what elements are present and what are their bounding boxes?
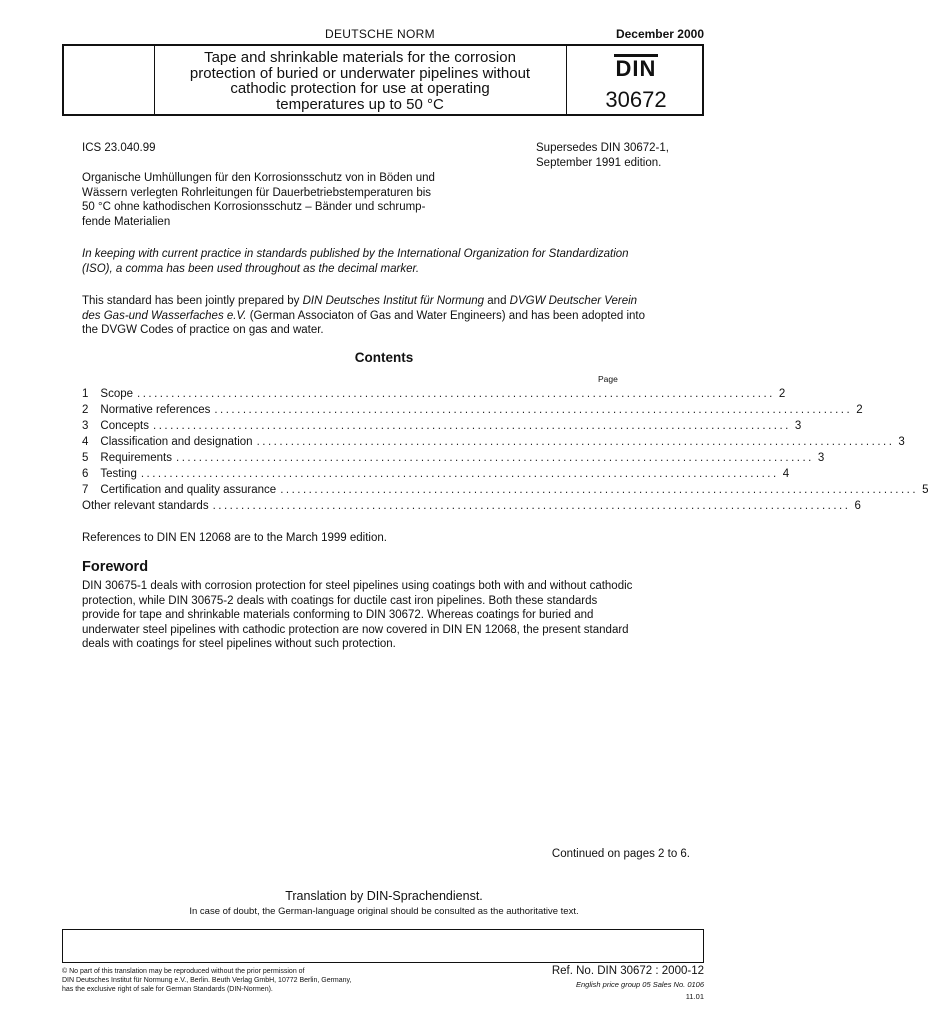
preparation-line: the DVGW Codes of practice on gas and water. <box>82 324 324 336</box>
toc-item-title: Scope <box>100 388 134 400</box>
title-line: cathodic protection for use at operating <box>230 80 490 97</box>
publication-date: December 2000 <box>615 27 704 41</box>
toc-item[interactable] <box>82 388 786 404</box>
toc-item-number: 2 <box>82 404 89 416</box>
german-title-line: Wässern verlegten Rohrleitungen für Dauerbetriebstemperaturen bis <box>82 186 432 199</box>
toc-item-number: 4 <box>82 436 89 448</box>
title-box-divider-right <box>566 46 567 114</box>
toc-leader-dots: ................................................................................................................ <box>280 484 919 496</box>
foreword-line: provide for tape and shrinkable materials conforming to DIN 30672. Whereas coatings for buried and <box>82 609 594 621</box>
toc-item-title: Normative references <box>100 404 211 416</box>
preparation-line <box>82 294 692 309</box>
toc-item[interactable] <box>82 468 790 484</box>
foreword-line: underwater steel pipelines with cathodic protection are now covered in DIN EN 12068, the present standard <box>82 623 629 636</box>
toc-item-page: 6 <box>854 500 861 512</box>
german-title-line: 50 °C ohne kathodischen Korrosionsschutz – Bänder und schrump- <box>82 201 426 213</box>
ics-code: ICS 23.040.99 <box>82 142 156 154</box>
toc-item-page: 3 <box>898 436 905 448</box>
toc-item-number: 1 <box>82 388 89 400</box>
copyright-line: has the exclusive right of sale for German Standards (DIN-Normen). <box>62 986 273 993</box>
toc-item[interactable] <box>82 420 802 436</box>
toc-item-page: 2 <box>778 388 786 400</box>
toc-item-title: Other relevant standards <box>82 500 209 512</box>
toc-item-page: 3 <box>817 452 825 464</box>
toc-item[interactable] <box>82 452 825 468</box>
toc-leader-dots: ................................................................................................................ <box>176 452 814 464</box>
authoritative-text-note: In case of doubt, the German-language original should be consulted as the authoritative text. <box>189 906 579 917</box>
supersedes-note <box>536 141 686 170</box>
toc-leader-dots: ................................................................................................................ <box>140 468 779 480</box>
din-logo-word: DIN <box>615 56 657 81</box>
toc-item-title: Classification and designation <box>100 436 253 448</box>
foreword-line: deals with coatings for steel pipelines without such protection. <box>82 638 396 650</box>
foreword-body <box>82 579 688 652</box>
toc-leader-dots: ................................................................................................................ <box>137 388 775 400</box>
decimal-marker-note <box>82 247 692 276</box>
copyright-notice <box>62 967 482 994</box>
foreword-line: DIN 30675-1 deals with corrosion protection for steel pipelines using coatings both with and without cathodic <box>82 580 633 592</box>
footer-box <box>62 929 704 963</box>
toc-item-title: Requirements <box>100 452 172 464</box>
title-line: protection of buried or underwater pipelines without <box>189 64 531 82</box>
toc-leader-dots: ................................................................................................................ <box>256 436 895 448</box>
toc-item[interactable] <box>82 436 905 452</box>
copyright-line: DIN Deutsches Institut für Normung e.V., Berlin. Beuth Verlag GmbH, 10772 Berlin, Germany, <box>62 977 352 984</box>
german-title <box>82 171 482 229</box>
dvgw-name-cont: des Gas-und Wasserfaches e.V. <box>82 309 247 322</box>
toc-item[interactable] <box>82 404 863 420</box>
foreword-line: protection, while DIN 30675-2 deals with coatings for ductile cast iron pipelines. Both these standards <box>82 594 598 607</box>
standard-number: 30672 <box>605 87 667 112</box>
preparation-text: and <box>484 295 510 307</box>
toc-leader-dots: ................................................................................................................ <box>214 404 853 416</box>
toc-item-title: Concepts <box>100 420 149 432</box>
table-of-contents <box>82 388 928 516</box>
toc-item-number: 7 <box>82 484 89 496</box>
foreword-heading: Foreword <box>82 559 149 575</box>
price-group: English price group 05 Sales No. 0106 <box>576 980 704 989</box>
note-line: (ISO), a comma has been used throughout as the decimal marker. <box>82 262 420 275</box>
reference-number: Ref. No. DIN 30672 : 2000-12 <box>551 965 704 977</box>
toc-page-label: Page <box>598 374 618 384</box>
toc-item-number: 5 <box>82 452 89 464</box>
toc-item-number: 3 <box>82 420 89 432</box>
toc-item-page: 3 <box>794 420 802 432</box>
supersedes-line: Supersedes DIN 30672-1, <box>536 142 669 154</box>
toc-item[interactable] <box>82 484 928 500</box>
norm-label: DEUTSCHE NORM <box>325 27 435 41</box>
toc-item-number: 6 <box>82 468 89 480</box>
german-title-line: fende Materialien <box>82 215 171 228</box>
title-line: Tape and shrinkable materials for the corrosion <box>204 49 516 66</box>
continued-note: Continued on pages 2 to 6. <box>551 848 690 860</box>
title-line: temperatures up to 50 °C <box>276 95 444 113</box>
toc-item[interactable] <box>82 500 861 516</box>
title-box-divider-left <box>154 46 155 114</box>
toc-item-page: 5 <box>922 484 928 496</box>
note-line: In keeping with current practice in standards published by the International Organization for Standardization <box>82 248 629 260</box>
dvgw-name: DVGW Deutscher Verein <box>509 295 638 307</box>
supersedes-line: September 1991 edition. <box>536 156 662 169</box>
preparation-line <box>82 309 692 324</box>
din-institute-name: DIN Deutsches Institut für Normung <box>302 295 485 307</box>
toc-item-title: Certification and quality assurance <box>100 484 277 496</box>
copyright-line: © No part of this translation may be reproduced without the prior permission of <box>62 968 305 975</box>
translation-credit: Translation by DIN-Sprachendienst. <box>285 889 483 903</box>
toc-leader-dots: ................................................................................................................ <box>153 420 791 432</box>
references-note: References to DIN EN 12068 are to the March 1999 edition. <box>82 532 387 544</box>
document-title <box>158 50 562 112</box>
toc-item-title: Testing <box>100 468 137 480</box>
title-box <box>62 44 704 116</box>
toc-leader-dots: ................................................................................................................ <box>212 500 851 512</box>
contents-heading: Contents <box>354 350 414 365</box>
toc-item-page: 2 <box>856 404 863 416</box>
preparation-text: (German Associaton of Gas and Water Engineers) and has been adopted into <box>246 309 645 322</box>
preparation-text: This standard has been jointly prepared by <box>82 295 303 307</box>
preparation-statement <box>82 294 692 338</box>
toc-item-page: 4 <box>782 468 790 480</box>
print-code: 11.01 <box>685 992 704 1001</box>
din-logo <box>584 54 688 113</box>
german-title-line: Organische Umhüllungen für den Korrosionsschutz von in Böden und <box>82 172 435 184</box>
